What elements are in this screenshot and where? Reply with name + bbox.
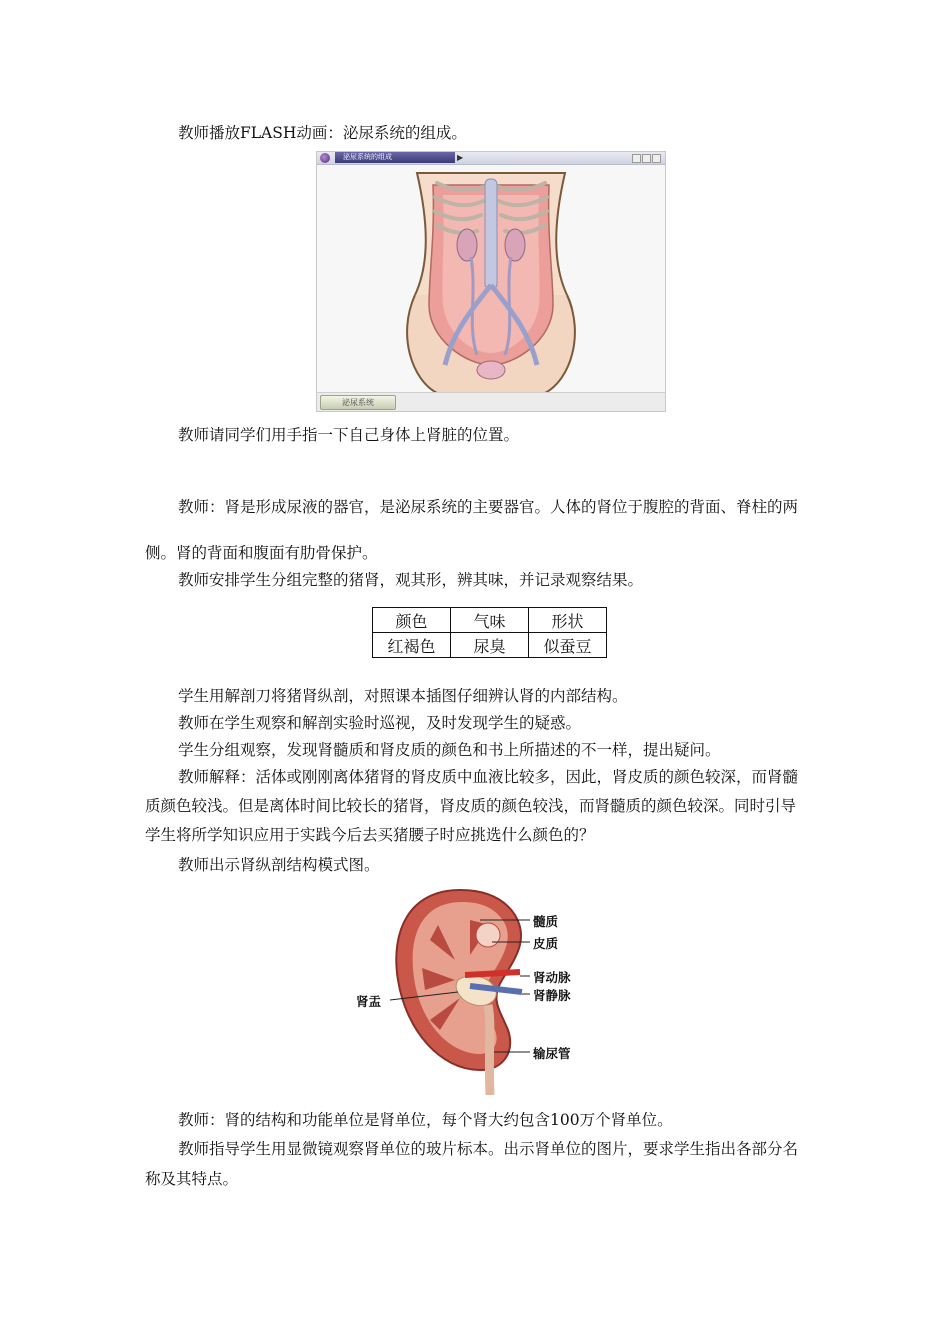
kidney-section-diagram: [330, 880, 620, 1095]
play-arrow-icon[interactable]: ▶: [457, 153, 464, 162]
flash-title-bar: [317, 152, 665, 165]
close-icon[interactable]: [652, 154, 661, 163]
observation-table: [372, 607, 607, 658]
table-header-cell: 形状: [529, 608, 607, 633]
paragraph-microscope: 教师指导学生用显微镜观察肾单位的玻片标本。出示肾单位的图片，要求学生指出各部分名称及其特点。: [145, 1140, 799, 1188]
table-cell: 似蚕豆: [529, 633, 607, 658]
paragraph-kidney-intro: 教师：肾是形成尿液的器官，是泌尿系统的主要器官。人体的肾位于腹腔的背面、脊柱的两侧。肾的背面和腹面有肋骨保护。: [145, 498, 799, 562]
paragraph-dissect: 学生用解剖刀将猪肾纵剖，对照课本插图仔细辨认肾的内部结构。: [178, 687, 628, 705]
label-cortex: 皮质: [533, 936, 559, 951]
flash-bottom-bar: [317, 392, 665, 411]
label-ureter: 输尿管: [533, 1046, 571, 1061]
label-medulla: 髓质: [533, 914, 559, 929]
table-row: [373, 633, 607, 658]
urinary-system-tab[interactable]: 泌尿系统: [320, 395, 396, 410]
maximize-icon[interactable]: [642, 154, 651, 163]
table-header-cell: 气味: [451, 608, 529, 633]
torso-illustration: [317, 165, 665, 393]
table-header-cell: 颜色: [373, 608, 451, 633]
paragraph-question: 学生分组观察，发现肾髓质和肾皮质的颜色和书上所描述的不一样，提出疑问。: [178, 741, 721, 759]
table-row: [373, 608, 607, 633]
app-logo-icon: [320, 153, 330, 163]
label-renal-vein: 肾静脉: [533, 988, 571, 1003]
paragraph-patrol: 教师在学生观察和解剖实验时巡视，及时发现学生的疑惑。: [178, 714, 582, 732]
label-renal-pelvis: 肾盂: [356, 994, 382, 1009]
flash-window-title: 泌尿系统的组成: [335, 152, 455, 163]
paragraph-show-diagram: 教师出示肾纵剖结构模式图。: [178, 856, 380, 874]
paragraph-nephron-unit: 教师：肾的结构和功能单位是肾单位，每个肾大约包含100万个肾单位。: [178, 1111, 673, 1129]
table-cell: 尿臭: [451, 633, 529, 658]
minimize-icon[interactable]: [632, 154, 641, 163]
label-renal-artery: 肾动脉: [533, 970, 571, 985]
paragraph-flash-intro: 教师播放FLASH动画：泌尿系统的组成。: [178, 124, 467, 142]
paragraph-group-observe: 教师安排学生分组完整的猪肾，观其形，辨其味，并记录观察结果。: [178, 571, 644, 589]
paragraph-point-kidney: 教师请同学们用手指一下自己身体上肾脏的位置。: [178, 426, 520, 444]
flash-animation-window: [316, 151, 666, 412]
paragraph-explanation: 教师解释：活体或刚刚离体猪肾的肾皮质中血液比较多，因此，肾皮质的颜色较深，而肾髓质颜色较浅。但是离体时间比较长的猪肾，肾皮质的颜色较浅，而肾髓质的颜色较深。同时引导学生将所学知识应用于实践今后去买猪腰子时应挑选什么颜色的？: [145, 768, 799, 844]
table-cell: 红褐色: [373, 633, 451, 658]
